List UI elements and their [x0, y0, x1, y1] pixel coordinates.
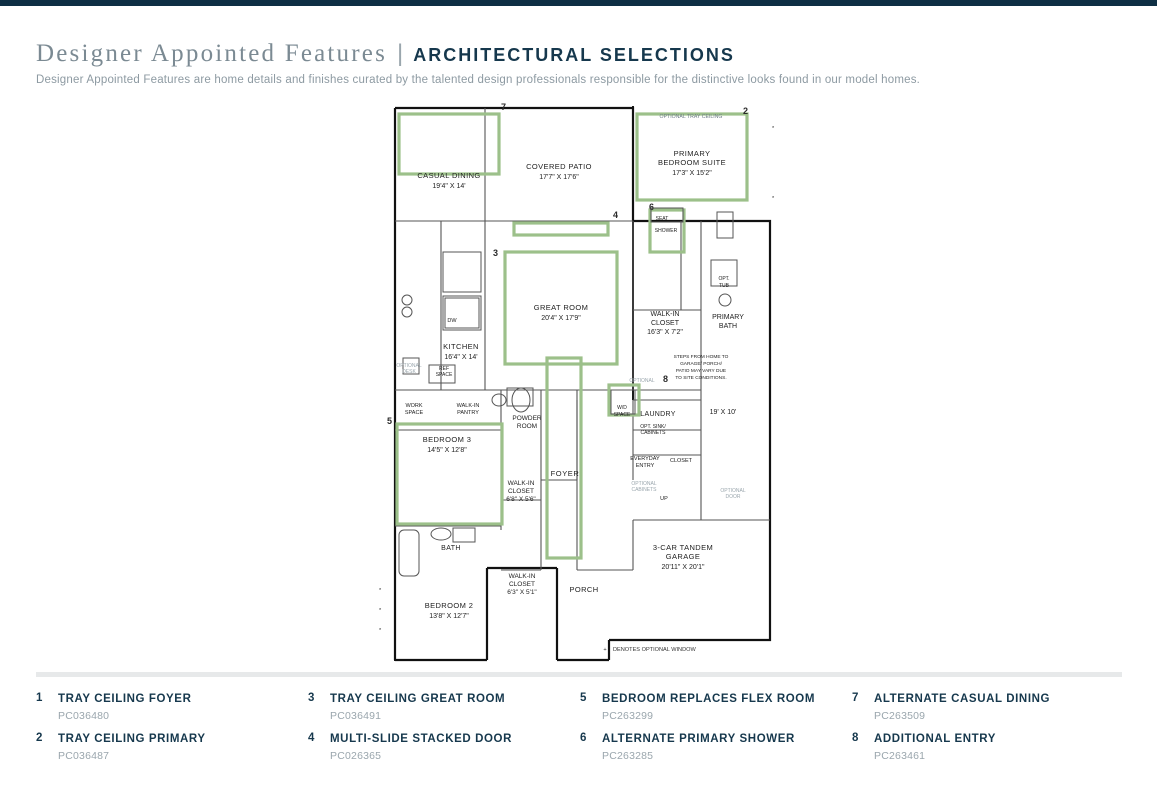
legend-column-1 — [36, 692, 308, 772]
svg-text:CABINETS: CABINETS — [640, 430, 666, 436]
legend-code: PC263299 — [602, 710, 654, 722]
legend-code: PC036487 — [58, 750, 110, 762]
svg-text:CLOSET: CLOSET — [508, 581, 536, 588]
legend-item[interactable] — [308, 692, 580, 722]
svg-text:*: * — [772, 196, 775, 202]
legend-label: BEDROOM REPLACES FLEX ROOM — [602, 693, 816, 705]
svg-text:WORK: WORK — [405, 403, 423, 409]
svg-text:WALK-IN: WALK-IN — [508, 573, 536, 580]
svg-text:PATIO MAY VARY DUE: PATIO MAY VARY DUE — [675, 369, 727, 374]
svg-text:OPT. SINK/: OPT. SINK/ — [640, 424, 666, 430]
title-separator: | — [397, 40, 404, 67]
svg-text:TO SITE CONDITIONS.: TO SITE CONDITIONS. — [675, 376, 727, 381]
legend-code: PC263509 — [874, 710, 926, 722]
svg-text:+: + — [603, 647, 607, 653]
legend-number: 1 — [36, 692, 43, 704]
svg-text:*: * — [379, 588, 382, 594]
svg-text:STEPS FROM HOME TO: STEPS FROM HOME TO — [673, 355, 729, 360]
svg-text:GARAGE/ PORCH/: GARAGE/ PORCH/ — [680, 362, 722, 367]
svg-text:DESK: DESK — [402, 369, 416, 375]
svg-text:BATH: BATH — [718, 323, 738, 330]
svg-text:SPACE: SPACE — [435, 372, 453, 378]
title-row — [36, 40, 1126, 68]
svg-text:BEDROOM SUITE: BEDROOM SUITE — [657, 158, 727, 167]
svg-text:DW: DW — [447, 318, 457, 324]
svg-text:6'3" X 5'1": 6'3" X 5'1" — [507, 589, 537, 596]
legend-label: ALTERNATE CASUAL DINING — [874, 693, 1051, 705]
legend-label: TRAY CEILING PRIMARY — [58, 733, 206, 745]
legend-code: PC036480 — [58, 710, 110, 722]
svg-text:13'8" X 12'7": 13'8" X 12'7" — [429, 613, 469, 620]
svg-text:OPTIONAL: OPTIONAL — [720, 488, 746, 494]
callout-2: 2 — [743, 106, 749, 116]
legend-number: 4 — [308, 732, 315, 744]
svg-text:ROOM: ROOM — [516, 423, 538, 430]
svg-text:FOYER: FOYER — [550, 469, 580, 478]
svg-text:GARAGE: GARAGE — [665, 552, 701, 561]
svg-text:OPT.: OPT. — [718, 276, 730, 282]
legend-code: PC263285 — [602, 750, 654, 762]
svg-text:SPACE: SPACE — [613, 412, 631, 418]
legend-item[interactable] — [852, 692, 1124, 722]
legend-column-3 — [580, 692, 852, 772]
svg-text:GREAT ROOM: GREAT ROOM — [533, 303, 589, 312]
svg-text:CLOSET: CLOSET — [650, 320, 680, 327]
room-label: CASUAL DINING — [417, 171, 481, 180]
callout-4: 4 — [613, 210, 619, 220]
svg-text:KITCHEN: KITCHEN — [443, 342, 479, 351]
callout-3: 3 — [493, 248, 499, 258]
svg-text:W/D: W/D — [617, 405, 627, 411]
top-accent-bar — [0, 0, 1157, 6]
svg-text:3-CAR TANDEM: 3-CAR TANDEM — [652, 543, 714, 552]
legend-number: 2 — [36, 732, 43, 744]
svg-text:CLOSET: CLOSET — [669, 458, 693, 464]
legend — [36, 692, 1126, 772]
legend-item[interactable] — [36, 732, 308, 762]
legend-number: 6 — [580, 732, 587, 744]
legend-number: 3 — [308, 692, 315, 704]
svg-text:DENOTES OPTIONAL WINDOW: DENOTES OPTIONAL WINDOW — [613, 647, 696, 653]
legend-item[interactable] — [852, 732, 1124, 762]
svg-text:17'7" X 17'6": 17'7" X 17'6" — [539, 174, 579, 181]
legend-number: 8 — [852, 732, 859, 744]
svg-text:16'3" X 7'2": 16'3" X 7'2" — [647, 329, 683, 336]
legend-label: TRAY CEILING FOYER — [58, 693, 192, 705]
svg-text:WALK-IN: WALK-IN — [456, 403, 480, 409]
svg-text:REF: REF — [439, 366, 449, 372]
page-header — [36, 40, 1126, 86]
svg-text:LAUNDRY: LAUNDRY — [640, 411, 676, 418]
callout-8: 8 — [663, 374, 669, 384]
svg-text:SEAT: SEAT — [655, 216, 669, 222]
svg-text:6'8" X 5'6": 6'8" X 5'6" — [506, 496, 536, 503]
svg-text:SPACE: SPACE — [404, 410, 424, 416]
legend-number: 5 — [580, 692, 587, 704]
legend-label: ALTERNATE PRIMARY SHOWER — [602, 733, 795, 745]
page-title: Designer Appointed Features — [36, 40, 388, 67]
page-description: Designer Appointed Features are home details and finishes curated by the talented design professionals responsible for the distinctive looks found in our model homes. — [36, 74, 921, 86]
callout-6: 6 — [649, 202, 655, 212]
svg-text:SHOWER: SHOWER — [654, 228, 678, 234]
legend-code: PC036491 — [330, 710, 382, 722]
svg-text:POWDER: POWDER — [512, 415, 542, 422]
legend-code: PC026365 — [330, 750, 382, 762]
svg-text:BATH: BATH — [441, 545, 461, 552]
svg-text:20'4" X 17'9": 20'4" X 17'9" — [541, 315, 581, 322]
legend-item[interactable] — [580, 732, 852, 762]
legend-item[interactable] — [308, 732, 580, 762]
page-subtitle-heading: ARCHITECTURAL SELECTIONS — [413, 45, 735, 65]
legend-column-4 — [852, 692, 1124, 772]
legend-label: ADDITIONAL ENTRY — [874, 733, 997, 745]
svg-text:ENTRY: ENTRY — [635, 463, 655, 469]
svg-text:OPTIONAL: OPTIONAL — [631, 481, 657, 487]
legend-label: TRAY CEILING GREAT ROOM — [330, 693, 506, 705]
callout-7: 7 — [501, 102, 507, 112]
legend-column-2 — [308, 692, 580, 772]
svg-text:UP: UP — [660, 496, 668, 502]
svg-text:WALK-IN: WALK-IN — [507, 480, 535, 487]
svg-text:14'5" X 12'8": 14'5" X 12'8" — [427, 447, 467, 454]
svg-text:BEDROOM 3: BEDROOM 3 — [422, 435, 472, 444]
legend-item[interactable] — [580, 692, 852, 722]
floor-plan-diagram — [381, 100, 781, 662]
legend-divider — [36, 672, 1122, 677]
svg-text:TUB: TUB — [719, 283, 729, 289]
callout-5: 5 — [387, 416, 393, 426]
svg-text:PANTRY: PANTRY — [457, 410, 479, 416]
svg-text:EVERYDAY: EVERYDAY — [630, 456, 660, 462]
svg-text:17'3" X 15'2": 17'3" X 15'2" — [672, 170, 712, 177]
svg-text:OPTIONAL: OPTIONAL — [396, 363, 422, 369]
svg-text:PRIMARY: PRIMARY — [712, 314, 744, 321]
svg-text:*: * — [379, 608, 382, 614]
svg-text:CLOSET: CLOSET — [507, 488, 535, 495]
svg-text:19' X 10': 19' X 10' — [709, 409, 737, 416]
room-dims: 19'4" X 14' — [432, 183, 466, 190]
svg-text:*: * — [772, 126, 775, 132]
svg-text:CABINETS: CABINETS — [631, 487, 657, 493]
svg-text:DOOR: DOOR — [725, 494, 741, 500]
svg-text:20'11" X 20'1": 20'11" X 20'1" — [661, 564, 705, 571]
svg-text:*: * — [379, 628, 382, 634]
legend-code: PC263461 — [874, 750, 926, 762]
legend-label: MULTI-SLIDE STACKED DOOR — [330, 733, 512, 745]
svg-text:OPTIONAL TRAY CEILING: OPTIONAL TRAY CEILING — [659, 114, 723, 120]
svg-text:PORCH: PORCH — [569, 585, 599, 594]
svg-text:COVERED PATIO: COVERED PATIO — [526, 162, 592, 171]
legend-item[interactable] — [36, 692, 308, 722]
svg-text:16'4" X 14': 16'4" X 14' — [444, 354, 478, 361]
svg-text:OPTIONAL: OPTIONAL — [629, 378, 655, 384]
svg-text:PRIMARY: PRIMARY — [673, 149, 711, 158]
svg-text:BEDROOM 2: BEDROOM 2 — [424, 601, 474, 610]
legend-number: 7 — [852, 692, 859, 704]
svg-text:WALK-IN: WALK-IN — [650, 311, 680, 318]
